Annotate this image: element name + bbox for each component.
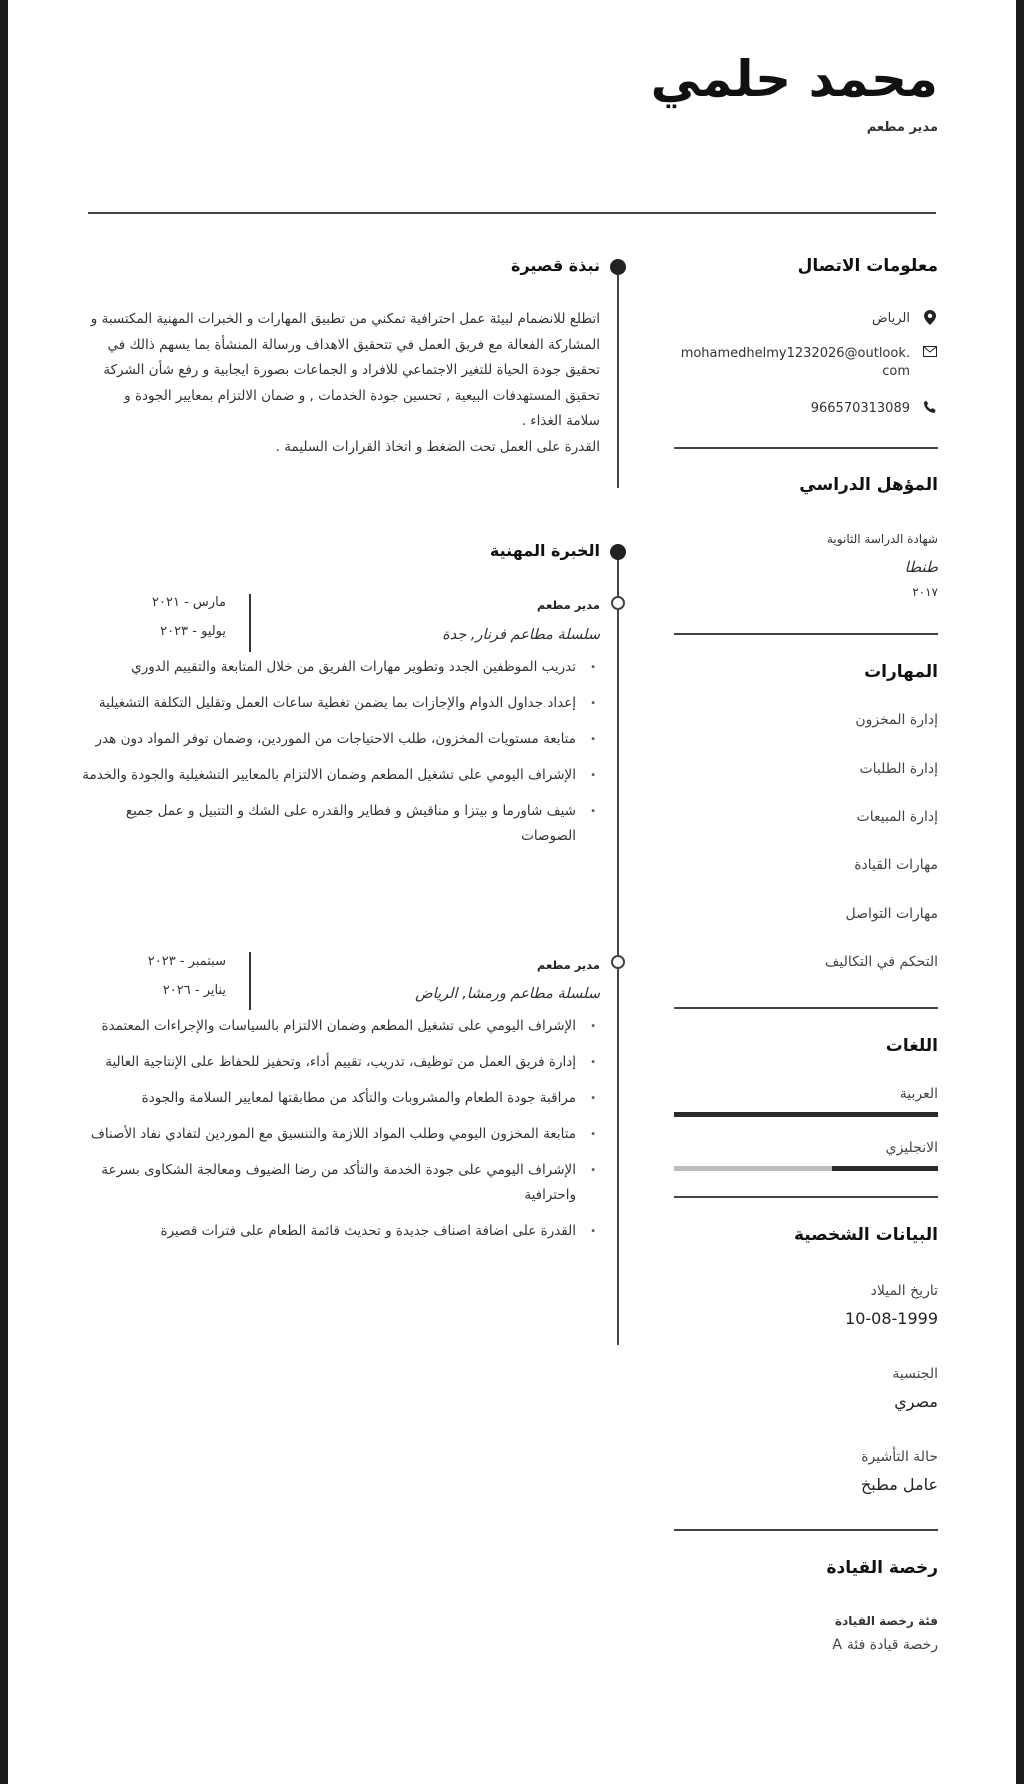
skill-item: التحكم في التكاليف — [824, 954, 938, 970]
contact-phone-text[interactable]: 966570313089 — [810, 401, 910, 416]
divider-languages — [674, 1196, 938, 1198]
divider-contact — [674, 447, 938, 449]
skill-item: إدارة الطلبات — [859, 761, 938, 777]
divider-skills — [674, 1007, 938, 1009]
skill-item: مهارات القيادة — [854, 857, 938, 873]
visa-status-label: حالة التأشيرة — [861, 1449, 938, 1465]
candidate-job-title: مدير مطعم — [866, 120, 938, 135]
job-bullet: • متابعة مستويات المخزون، طلب الاحتياجات من الموردين، وضمان توفر المواد دون هدر — [80, 727, 600, 752]
personal-heading: البيانات الشخصية — [793, 1225, 938, 1245]
job-company: سلسلة مطاعم فرنار, جدة — [442, 627, 600, 643]
timeline-dot-about — [610, 259, 626, 275]
resume-page — [8, 0, 1016, 1784]
language-name: العربية — [899, 1086, 938, 1102]
contact-location — [674, 310, 938, 329]
language-name: الانجليزي — [885, 1140, 938, 1156]
experience-heading: الخبرة المهنية — [489, 541, 600, 560]
skill-item: مهارات التواصل — [845, 906, 938, 922]
job-bullet: • مراقبة جودة الطعام والمشروبات والتأكد من مطابقتها لمعايير السلامة والجودة — [80, 1086, 600, 1111]
skill-item: إدارة المبيعات — [856, 809, 938, 825]
languages-heading: اللغات — [885, 1036, 938, 1056]
about-paragraph: القدرة على العمل تحت الضغط و اتخاذ القرارات السليمة . — [275, 438, 600, 455]
skill-item: إدارة المخزون — [855, 712, 938, 728]
license-category-label: فئة رخصة القيادة — [835, 1614, 938, 1628]
license-heading: رخصة القيادة — [826, 1558, 938, 1578]
education-year: ٢٠١٧ — [912, 585, 938, 599]
timeline-dot-experience — [610, 544, 626, 560]
education-place: طنطا — [904, 558, 938, 576]
contact-email-text[interactable]: mohamedhelmy1232026@outlook.com — [680, 346, 910, 379]
divider-personal — [674, 1529, 938, 1531]
about-paragraph: تحقيق المستهدفات البيعية , تحسين جودة الخدمات , و ضمان الالتزام بمعايير الجودة و سلامة الغذاء . — [124, 387, 600, 429]
job-bullet: • إدارة فريق العمل من توظيف، تدريب، تقييم أداء، وتحفيز للحفاظ على الإنتاجية العالية — [80, 1050, 600, 1075]
job-bullet: • الإشراف اليومي على تشغيل المطعم وضمان الالتزام بالمعايير التشغيلية والجودة والخدمة — [80, 763, 600, 788]
about-paragraph: اتطلع للانضمام لبيئة عمل احترافية تمكني من تطبيق المهارات و الخبرات المهنية المكتسبة و المشاركة الفعالة مع فريق العمل في تتحقيق الاهداف ورسالة المنشأة بما يسهم ذالك في تحقيق جودة الحياة للتغير الاجتماعي للافراد و الجماعات بصورة ايجابية و رفع شأن الشركة — [90, 311, 600, 378]
about-heading: نبذة قصيرة — [511, 256, 600, 275]
job-bullet: • القدرة على اضافة اصناف جديدة و تحديث قائمة الطعام على فترات قصيرة — [80, 1219, 600, 1244]
visa-status-value: عامل مطبخ — [860, 1475, 938, 1494]
candidate-name: محمد حلمي — [650, 50, 938, 108]
header-divider — [88, 212, 936, 214]
phone-icon — [922, 400, 938, 418]
education-degree: شهادة الدراسة الثانوية — [827, 532, 938, 546]
envelope-icon — [922, 345, 938, 361]
job-bullet-list — [80, 655, 600, 860]
job-bullet: • شيف شاورما و بيتزا و مناقيش و فطاير والقدره على الشك و التتبيل و عمل جميع الصوصات — [80, 799, 600, 849]
job-date-separator — [249, 952, 251, 1010]
nationality-label: الجنسية — [892, 1366, 938, 1382]
timeline-dot-job — [611, 955, 625, 969]
job-bullet: • تدريب الموظفين الجدد وتطوير مهارات الفريق من خلال المتابعة والتقييم الدوري — [80, 655, 600, 680]
contact-heading: معلومات الاتصال — [797, 256, 938, 276]
birth-date-label: تاريخ الميلاد — [870, 1283, 938, 1299]
birth-date-value: 10-08-1999 — [845, 1309, 938, 1328]
job-bullet-list — [80, 1014, 600, 1255]
divider-education — [674, 633, 938, 635]
skills-heading: المهارات — [864, 662, 938, 682]
timeline-dot-job — [611, 596, 625, 610]
timeline-line-experience — [617, 552, 619, 1345]
job-end-date: يوليو - ٢٠٢٣ — [160, 624, 226, 639]
page-edge-right — [1016, 0, 1024, 1784]
job-bullet: • إعداد جداول الدوام والإجازات بما يضمن تغطية ساعات العمل وتقليل التكلفة التشغيلية — [80, 691, 600, 716]
nationality-value: مصري — [894, 1392, 938, 1411]
job-bullet: • الإشراف اليومي على جودة الخدمة والتأكد من رضا الضيوف ومعالجة الشكاوى بسرعة واحترافية — [80, 1158, 600, 1208]
job-date-separator — [249, 594, 251, 652]
contact-email — [674, 345, 938, 381]
contact-location-text: الرياض — [871, 311, 910, 326]
job-title: مدير مطعم — [536, 958, 600, 972]
job-title: مدير مطعم — [536, 598, 600, 612]
job-end-date: يناير - ٢٠٢٦ — [162, 983, 226, 998]
language-level-bar — [674, 1166, 938, 1171]
contact-phone — [674, 400, 938, 418]
language-level-fill — [674, 1112, 938, 1117]
timeline-line-about — [617, 266, 619, 488]
map-pin-icon — [922, 310, 938, 329]
job-start-date: مارس - ٢٠٢١ — [152, 595, 226, 610]
job-start-date: سبتمبر - ٢٠٢٣ — [147, 954, 226, 969]
page-edge-left — [0, 0, 8, 1784]
license-category-value: رخصة قيادة فئة A — [832, 1637, 938, 1653]
about-text — [90, 307, 600, 460]
job-bullet: • متابعة المخزون اليومي وطلب المواد اللازمة والتنسيق مع الموردين لتفادي نفاد الأصناف — [80, 1122, 600, 1147]
language-level-fill — [832, 1166, 938, 1171]
job-company: سلسلة مطاعم ورمشا, الرياض — [415, 986, 600, 1002]
job-bullet: • الإشراف اليومي على تشغيل المطعم وضمان الالتزام بالسياسات والإجراءات المعتمدة — [80, 1014, 600, 1039]
education-heading: المؤهل الدراسي — [799, 475, 938, 495]
language-level-bar — [674, 1112, 938, 1117]
